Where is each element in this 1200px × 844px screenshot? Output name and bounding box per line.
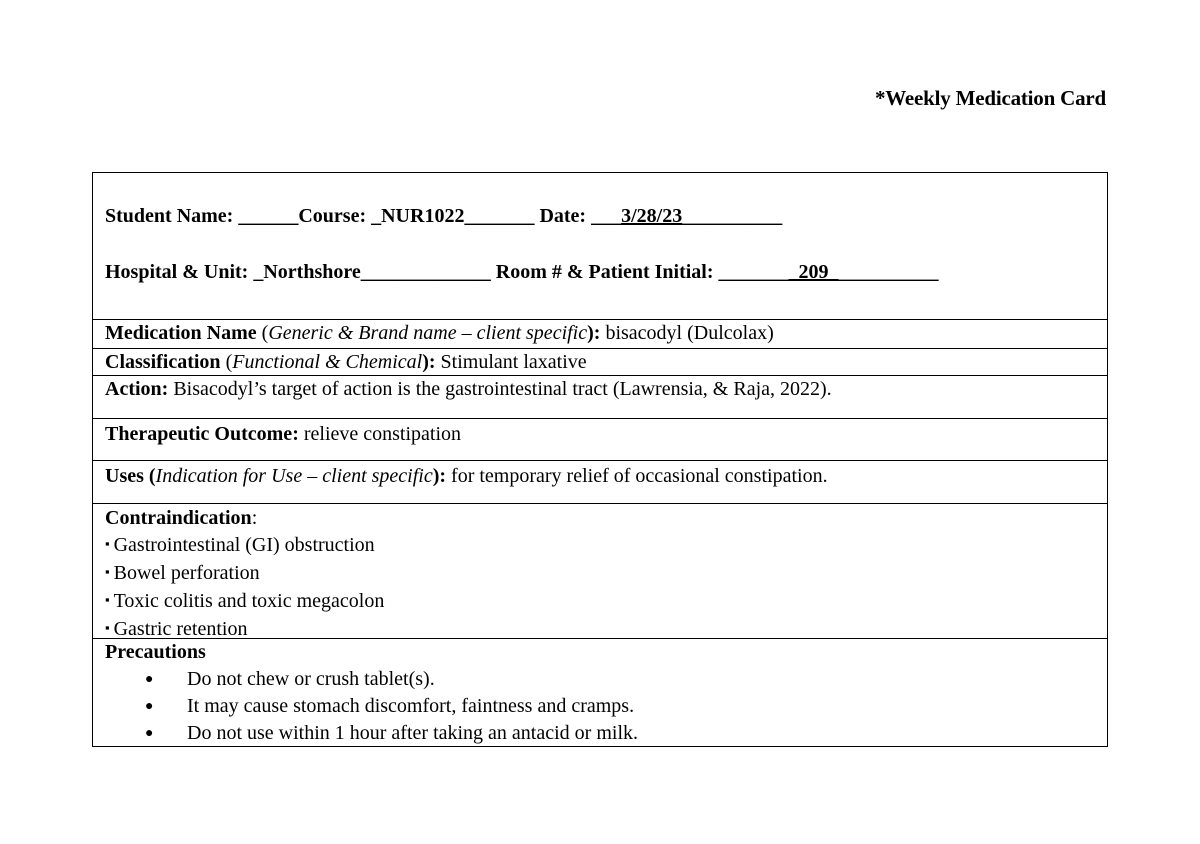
room-suffix: __________ <box>838 261 939 283</box>
list-item: ● Do not chew or crush tablet(s). <box>145 666 1095 693</box>
date-prefix: ___ <box>586 205 622 227</box>
precautions-list <box>105 666 1095 747</box>
medication-name-hint: Generic & Brand name – client specific <box>268 322 588 344</box>
student-name-field: ______ <box>233 205 299 227</box>
classification-paren-close: ): <box>422 351 436 373</box>
precautions-row <box>93 638 1107 746</box>
therapeutic-outcome-label: Therapeutic Outcome: <box>105 423 299 445</box>
action-value: Bisacodyl’s target of action is the gastrointestinal tract (Lawrensia, & Raja, 2022). <box>168 378 832 400</box>
medication-name-paren-open: ( <box>256 322 269 344</box>
room-label: Room # & Patient Initial: <box>495 261 714 283</box>
date-label: Date: <box>539 205 587 227</box>
precautions-label: Precautions <box>105 641 206 663</box>
list-item: ▪ Gastrointestinal (GI) obstruction <box>105 532 1095 560</box>
course-field: _NUR1022_______ <box>366 205 540 227</box>
medication-card <box>92 172 1108 747</box>
student-name-label: Student Name: <box>105 205 234 227</box>
list-item: ▪ Bowel perforation <box>105 560 1095 588</box>
list-item: ▪ Gastric retention <box>105 616 1095 644</box>
therapeutic-outcome-value: relieve constipation <box>298 423 462 445</box>
room-field: _209_ <box>788 261 839 283</box>
list-item: ● It may cause stomach discomfort, faintness and cramps. <box>145 693 1095 720</box>
contraindication-row <box>93 503 1107 638</box>
medication-name-label: Medication Name <box>105 322 257 344</box>
contraindication-label: Contraindication <box>105 507 252 529</box>
therapeutic-outcome-row <box>93 418 1107 460</box>
classification-row <box>93 348 1107 375</box>
classification-hint: Functional & Chemical <box>232 351 423 373</box>
hospital-field: _Northshore_____________ <box>248 261 496 283</box>
card-header <box>93 173 1107 319</box>
uses-hint: Indication for Use – client specific <box>155 465 433 487</box>
hospital-label: Hospital & Unit: <box>105 261 249 283</box>
contraindication-colon: : <box>251 507 258 529</box>
hospital-room-line <box>105 259 1095 285</box>
action-row <box>93 375 1107 418</box>
action-label: Action: <box>105 378 169 400</box>
uses-paren-close: ): <box>432 465 447 487</box>
date-field: 3/28/23 <box>621 205 683 227</box>
uses-row <box>93 460 1107 503</box>
room-prefix: _______ <box>713 261 789 283</box>
contraindication-list <box>105 532 1095 644</box>
classification-value: Stimulant laxative <box>435 351 587 373</box>
medication-name-row <box>93 319 1107 348</box>
uses-label: Uses ( <box>105 465 156 487</box>
student-course-date-line <box>105 203 1095 229</box>
classification-paren-open: ( <box>220 351 233 373</box>
medication-name-paren-close: ): <box>587 322 601 344</box>
course-label: Course: <box>298 205 367 227</box>
date-suffix: __________ <box>682 205 783 227</box>
list-item: ● Do not use within 1 hour after taking an antacid or milk. <box>145 720 1095 747</box>
page-title: *Weekly Medication Card <box>874 86 1106 110</box>
classification-label: Classification <box>105 351 221 373</box>
list-item: ▪ Toxic colitis and toxic megacolon <box>105 588 1095 616</box>
medication-name-value: bisacodyl (Dulcolax) <box>600 322 774 344</box>
uses-value: for temporary relief of occasional constipation. <box>446 465 828 487</box>
